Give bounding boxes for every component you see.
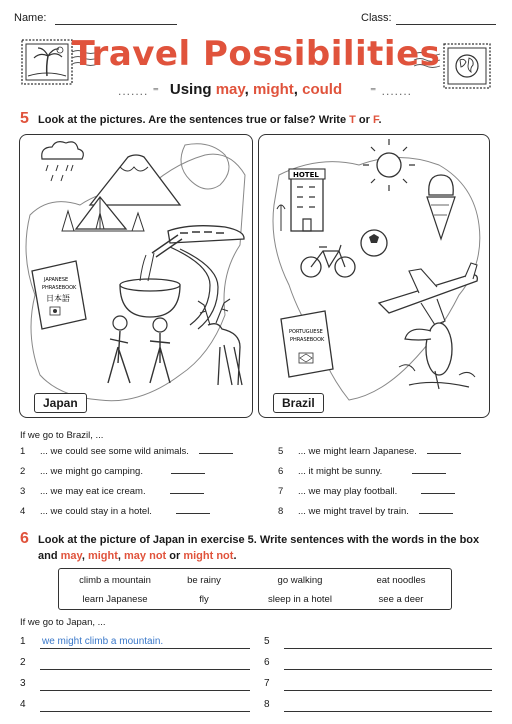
- hotel-sign: HOTEL: [293, 171, 319, 179]
- name-field[interactable]: [55, 24, 177, 25]
- ex6-may-not: may not: [124, 550, 167, 562]
- brazil-label: Brazil: [273, 393, 324, 413]
- item-text: ... we may eat ice cream.: [40, 486, 146, 497]
- line-number: 3: [20, 678, 26, 689]
- brazil-illustration: [259, 135, 490, 418]
- answer-blank[interactable]: [170, 493, 204, 494]
- writing-line[interactable]: [284, 690, 492, 691]
- item-text: ... we might go camping.: [40, 466, 143, 477]
- subtitle-dots-left: ....... ⁼: [118, 84, 161, 98]
- hokkaido-outline: [181, 144, 229, 189]
- football-icon: [361, 230, 387, 256]
- ex6-might-not: might not: [183, 550, 234, 562]
- item-text: ... we could stay in a hotel.: [40, 506, 152, 517]
- list-item: [278, 486, 498, 506]
- subtitle-prefix: Using: [169, 81, 216, 98]
- item-number: 4: [20, 506, 26, 517]
- item-number: 3: [20, 486, 26, 497]
- subtitle-dots-right: ⁼ .......: [370, 84, 413, 98]
- deer-icon: [198, 299, 242, 385]
- answer-blank[interactable]: [199, 453, 233, 454]
- rain-cloud-icon: [42, 142, 84, 181]
- answer-blank[interactable]: [412, 473, 446, 474]
- writing-line[interactable]: [40, 690, 250, 691]
- answer-blank[interactable]: [427, 453, 461, 454]
- item-text: ... it might be sunny.: [298, 466, 383, 477]
- ex6-intro: If we go to Japan, ...: [20, 617, 106, 628]
- noodle-bowl-icon: [120, 235, 182, 317]
- answer-blank[interactable]: [171, 473, 205, 474]
- ex6-sep: ,: [117, 550, 125, 562]
- line-number: 2: [20, 657, 26, 668]
- subtitle-could: could: [302, 81, 343, 98]
- class-field[interactable]: [396, 24, 496, 25]
- toucan-icon: [399, 323, 475, 389]
- exercise-6-instruction-line-2: [38, 550, 237, 562]
- line-number: 6: [264, 657, 270, 668]
- list-item: [20, 446, 255, 466]
- japan-picture-panel: [19, 134, 253, 418]
- item-number: 8: [278, 506, 284, 517]
- ex6-dot: .: [233, 550, 237, 562]
- name-label: Name:: [14, 12, 47, 24]
- writing-line[interactable]: [284, 711, 492, 712]
- word-box-item: learn Japanese: [82, 594, 148, 605]
- word-box-item: eat noodles: [376, 575, 426, 586]
- exercise-6-number: 6: [20, 530, 29, 547]
- exercise-6-instruction-line-1: Look at the picture of Japan in exercise 5. Write sentences with the words in the box: [38, 534, 480, 546]
- subtitle-sep: ,: [293, 81, 303, 98]
- answer-blank[interactable]: [421, 493, 455, 494]
- ex6-may: may: [60, 550, 82, 562]
- word-box-item: climb a mountain: [79, 575, 151, 586]
- writing-line[interactable]: [284, 648, 492, 649]
- word-box-item: see a deer: [378, 594, 424, 605]
- writing-line[interactable]: [284, 669, 492, 670]
- line-number: 5: [264, 636, 270, 647]
- item-number: 5: [278, 446, 284, 457]
- line-number: 1: [20, 636, 26, 647]
- word-box-item: fly: [199, 594, 209, 605]
- japan-label: Japan: [34, 393, 87, 413]
- exercise-5-instructions: [38, 114, 382, 126]
- list-item: [278, 446, 498, 466]
- list-item: [20, 466, 255, 486]
- sun-icon: [363, 139, 415, 191]
- exercise-5-number: 5: [20, 110, 29, 127]
- ex5-or: or: [355, 114, 373, 126]
- ex5-list-left: [20, 446, 255, 526]
- answer-blank[interactable]: [419, 513, 453, 514]
- subtitle-sep: ,: [244, 81, 253, 98]
- airplane-icon: [379, 263, 477, 325]
- brazil-picture-panel: [258, 134, 490, 418]
- ex6-or: or: [166, 550, 184, 562]
- line-number: 8: [264, 699, 270, 710]
- list-item: [278, 506, 498, 526]
- list-item: [20, 486, 255, 506]
- mount-fuji-icon: [90, 155, 180, 205]
- ex6-might: might: [87, 550, 118, 562]
- item-number: 1: [20, 446, 26, 457]
- ex5-instr-text: Look at the pictures. Are the sentences true or false? Write: [38, 114, 350, 126]
- list-item: [20, 506, 255, 526]
- hikers-icon: [108, 316, 170, 383]
- item-number: 7: [278, 486, 284, 497]
- ex5-false-letter: F: [373, 114, 379, 126]
- class-label: Class:: [361, 12, 392, 24]
- bicycle-icon: [301, 245, 355, 277]
- ice-cream-icon: [427, 175, 455, 239]
- example-answer: we might climb a mountain.: [42, 636, 164, 647]
- word-box: [58, 568, 452, 610]
- item-number: 6: [278, 466, 284, 477]
- writing-line[interactable]: [40, 711, 250, 712]
- ex6-instr-text: and: [38, 550, 61, 562]
- word-box-item: sleep in a hotel: [268, 594, 332, 605]
- item-text: ... we might travel by train.: [298, 506, 409, 517]
- ex5-intro: If we go to Brazil, ...: [20, 430, 104, 441]
- book-title-line: 日本語: [46, 294, 70, 303]
- ex5-true-letter: T: [349, 114, 356, 126]
- ex6-sep: ,: [81, 550, 88, 562]
- line-number: 7: [264, 678, 270, 689]
- word-box-item: go walking: [277, 575, 323, 586]
- japan-illustration: [20, 135, 253, 418]
- writing-line[interactable]: [40, 648, 250, 649]
- book-title-line: JAPANESE: [44, 277, 69, 283]
- word-box-item: be rainy: [187, 575, 221, 586]
- book-title-line: PHRASEBOOK: [42, 285, 77, 291]
- item-text: ... we could see some wild animals.: [40, 446, 189, 457]
- page-subtitle: [0, 81, 512, 98]
- list-item: [278, 466, 498, 486]
- line-number: 4: [20, 699, 26, 710]
- item-number: 2: [20, 466, 26, 477]
- japanese-phrasebook-icon: [32, 261, 86, 329]
- page-title: Travel Possibilities: [71, 34, 441, 74]
- ex5-list-right: [278, 446, 498, 526]
- portuguese-phrasebook-icon: [281, 311, 333, 377]
- book-title-line: PORTUGUESE: [289, 329, 323, 335]
- item-text: ... we may play football.: [298, 486, 398, 497]
- subtitle-may: may: [215, 81, 245, 98]
- item-text: ... we might learn Japanese.: [298, 446, 417, 457]
- book-title-line: PHRASEBOOK: [290, 337, 325, 343]
- answer-blank[interactable]: [176, 513, 210, 514]
- subtitle-might: might: [252, 81, 294, 98]
- writing-line[interactable]: [40, 669, 250, 670]
- hotel-icon: [277, 169, 325, 231]
- ex5-dot: .: [378, 114, 382, 126]
